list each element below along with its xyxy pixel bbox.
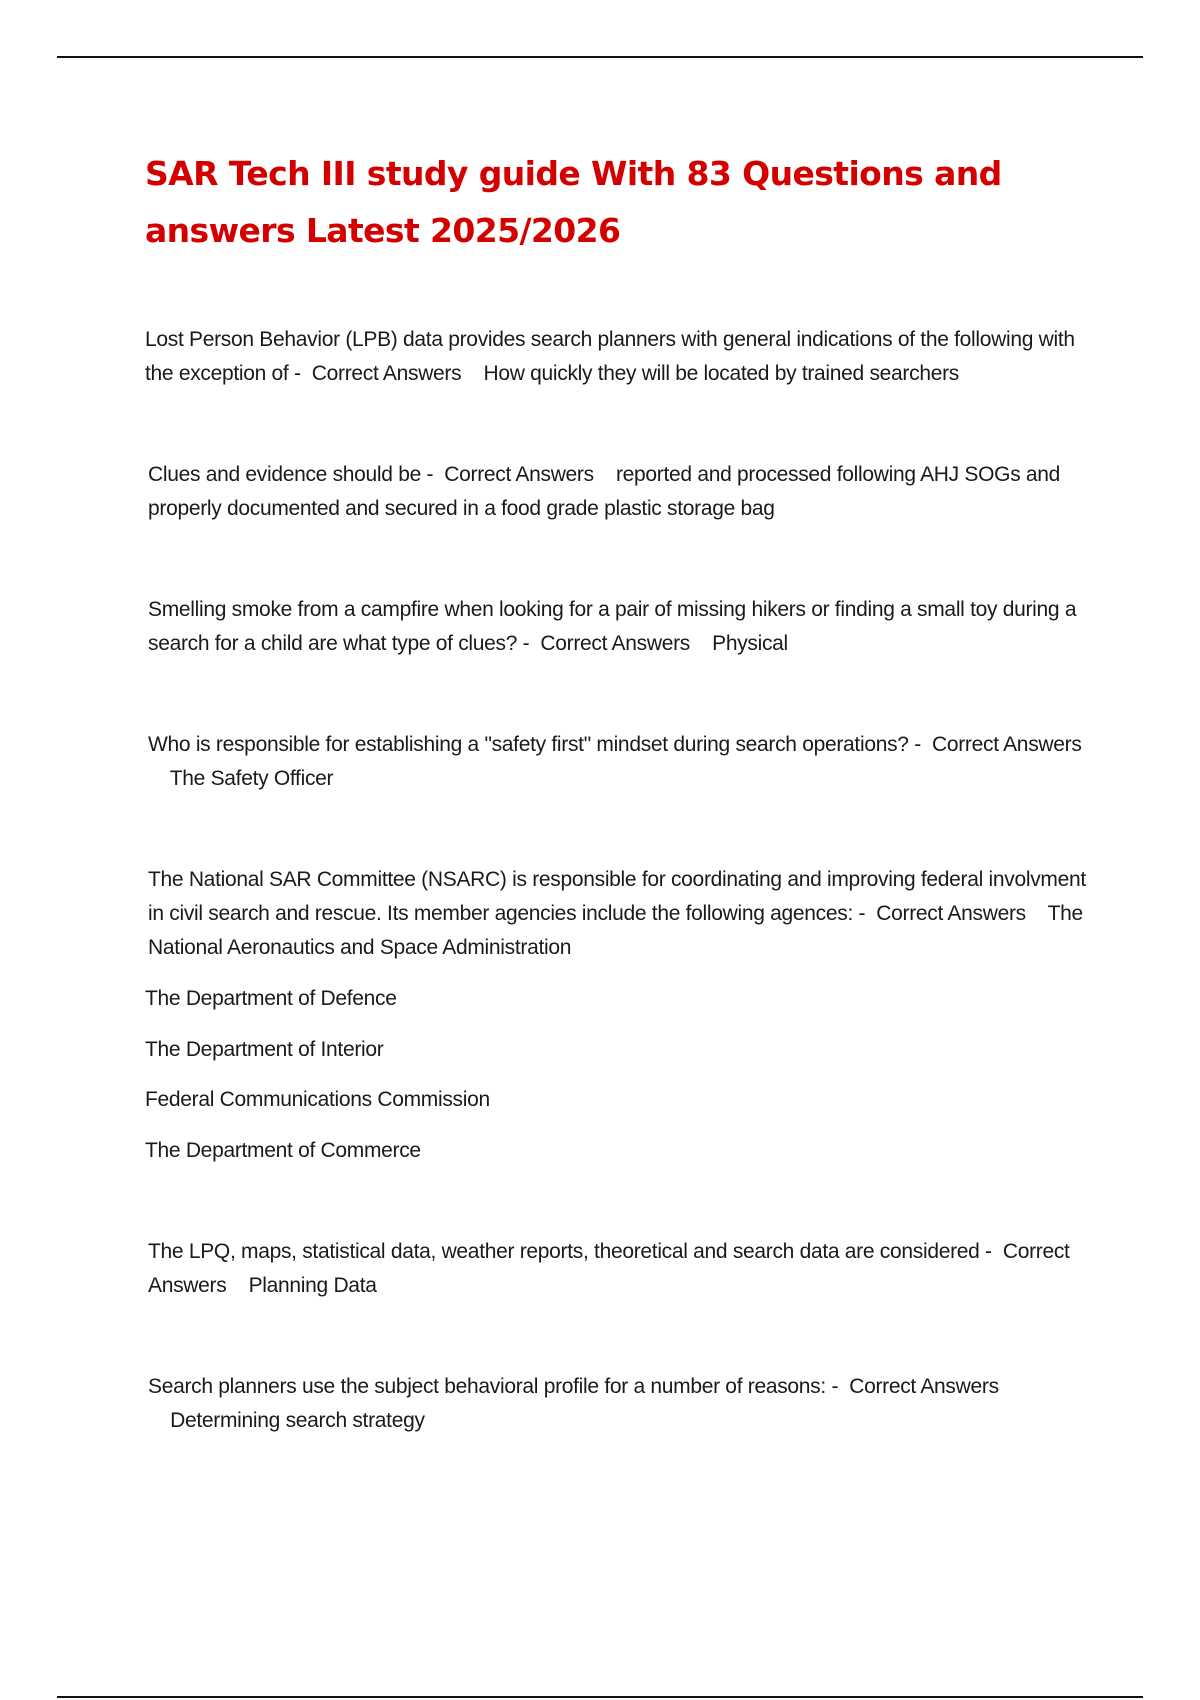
answer-text: Planning Data xyxy=(248,1274,377,1297)
question-text: Who is responsible for establishing a "safety first" mindset during search operations? - xyxy=(148,733,921,756)
answer-text: reported and processed following AHJ SOGs and properly documented and secured in a food grade plastic storage bag xyxy=(148,463,1061,520)
question-text: Clues and evidence should be - xyxy=(148,463,434,486)
footer-rule xyxy=(57,1696,1143,1698)
document-title: SAR Tech III study guide With 83 Questions and answers Latest 2025/2026 xyxy=(145,154,1002,250)
answer-label: Correct Answers xyxy=(876,902,1026,925)
question-text: The National SAR Committee (NSARC) is responsible for coordinating and improving federal involvment in civil search and rescue. Its member agencies include the following agences: - xyxy=(148,868,1086,925)
answer-list-item: The Department of Commerce xyxy=(145,1139,421,1162)
answer-list-item: The Department of Interior xyxy=(145,1038,384,1061)
qa-item xyxy=(148,1235,1088,1303)
question-text: Lost Person Behavior (LPB) data provides search planners with general indications of the following with the exception of - xyxy=(145,328,1075,385)
qa-item xyxy=(145,323,1085,391)
qa-item xyxy=(148,1370,1088,1438)
answer-text: Physical xyxy=(712,632,788,655)
answer-text: Determining search strategy xyxy=(170,1409,425,1432)
qa-item xyxy=(148,728,1088,796)
qa-item xyxy=(148,458,1088,526)
answer-label: Correct Answers xyxy=(540,632,690,655)
question-text: Smelling smoke from a campfire when looking for a pair of missing hikers or finding a small toy during a search for a child are what type of clues? - xyxy=(148,598,1077,655)
answer-list-item: The Department of Defence xyxy=(145,987,397,1010)
answer-label: Correct Answers xyxy=(148,1240,1070,1297)
answer-label: Correct Answers xyxy=(849,1375,999,1398)
answer-text: How quickly they will be located by trained searchers xyxy=(483,362,959,385)
answer-label: Correct Answers xyxy=(444,463,594,486)
answer-label: Correct Answers xyxy=(931,733,1082,756)
question-text: The LPQ, maps, statistical data, weather reports, theoretical and search data are considered - xyxy=(148,1240,992,1263)
answer-text: The Safety Officer xyxy=(169,767,334,790)
answer-label: Correct Answers xyxy=(311,362,462,385)
qa-item xyxy=(148,863,1088,965)
answer-text: The National Aeronautics and Space Administration xyxy=(148,902,1083,959)
answer-list-item: Federal Communications Commission xyxy=(145,1088,490,1111)
qa-item xyxy=(148,593,1088,661)
header-rule xyxy=(57,56,1143,58)
question-text: Search planners use the subject behavioral profile for a number of reasons: - xyxy=(148,1375,839,1398)
